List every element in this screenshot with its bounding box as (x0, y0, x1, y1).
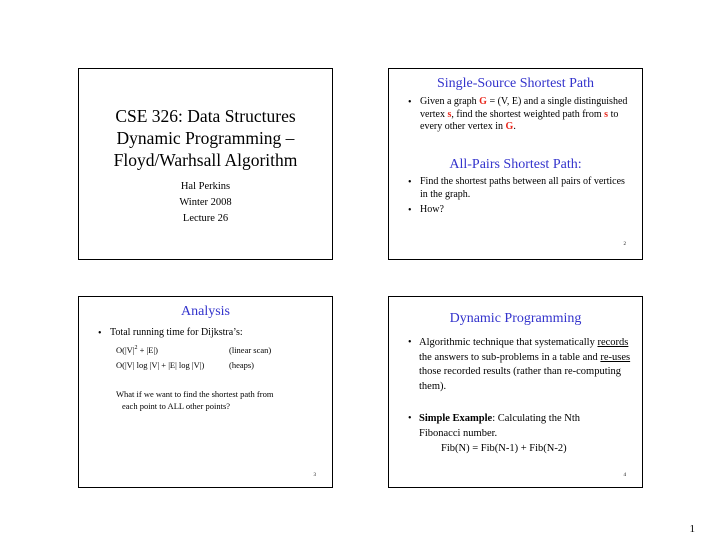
slide-2 (388, 68, 643, 260)
slide-2-bullet-3: How? (420, 204, 444, 215)
slide-1-term: Winter 2008 (179, 197, 232, 208)
page-number: 1 (689, 523, 695, 535)
slide-2-heading-2: All-Pairs Shortest Path: (449, 157, 582, 172)
slide-3-formula-1 (116, 345, 158, 355)
slide-4-bullet-2 (419, 412, 624, 441)
slide-1-title-line-1: CSE 326: Data Structures (115, 106, 296, 126)
b2-text: : Calculating the Nth Fibonacci number. (419, 413, 580, 439)
slide-1-title-line-2: Dynamic Programming – (116, 128, 295, 148)
b1-vertex-s-2: s (604, 108, 609, 120)
slide-3-question-line-1: What if we want to find the shortest path from (116, 389, 274, 399)
bullet-dot: • (408, 97, 412, 108)
b1-text-c: those recorded results (rather than re-computing them). (419, 366, 622, 392)
slide-2-page-number: 2 (623, 242, 626, 247)
slide-3-formula-2: O(|V| log |V| + |E| log |V|) (116, 360, 205, 370)
slide-3-page-number: 3 (313, 473, 316, 478)
b2-bold: Simple Example (419, 413, 493, 424)
b1-reuses: re-uses (600, 351, 631, 363)
slide-1-author: Hal Perkins (180, 181, 231, 192)
slide-4-formula: Fib(N) = Fib(N-1) + Fib(N-2) (441, 443, 567, 454)
bullet-dot: • (408, 205, 412, 216)
slide-3 (78, 296, 333, 488)
b1-records: records (597, 337, 629, 348)
slide-2-heading-1: Single-Source Shortest Path (436, 76, 595, 91)
b1-text-d: to every other vertex in (420, 108, 619, 132)
bullet-dot: • (408, 337, 412, 348)
slide-3-note-1: (linear scan) (229, 345, 272, 355)
bullet-dot: • (98, 328, 102, 339)
slide-4-bullet-1 (419, 336, 634, 394)
b1-text-b: = (V, E) and a single distinguished vertex (420, 96, 628, 120)
slide-3-bullet-1: Total running time for Dijkstra’s: (110, 327, 243, 338)
slide-4-page-number: 4 (623, 473, 626, 478)
b1-graph-g-2: G (505, 121, 514, 132)
b1-vertex-s: s (447, 108, 452, 120)
slide-3-heading: Analysis (181, 304, 230, 319)
formula-1-b: + |E|) (137, 345, 158, 355)
b1-text-c: , find the shortest weighted path from (451, 108, 605, 120)
b1-text-b: the answers to sub-problems in a table and (419, 351, 601, 363)
slide-2-bullet-1 (420, 96, 630, 134)
slide-3-note-2: (heaps) (229, 360, 255, 370)
slide-1-title-line-3: Floyd/Warhsall Algorithm (113, 150, 298, 170)
b1-graph-g: G (479, 96, 487, 107)
formula-1-a: O(|V| (116, 345, 135, 355)
slide-1-lecture: Lecture 26 (182, 213, 229, 224)
slide-3-question-line-2: each point to ALL other points? (122, 401, 231, 411)
slide-4-heading: Dynamic Programming (449, 311, 582, 326)
slide-1 (78, 68, 333, 260)
bullet-dot: • (408, 413, 412, 424)
slide-2-bullet-2: Find the shortest paths between all pairs of vertices in the graph. (420, 176, 625, 200)
bullet-dot: • (408, 177, 412, 188)
b1-text-e: . (513, 121, 516, 132)
b1-text-a: Algorithmic technique that systematically (419, 337, 598, 348)
slide-4 (388, 296, 643, 488)
b1-text-a: Given a graph (420, 96, 480, 107)
formula-1-exponent: 2 (134, 345, 138, 352)
